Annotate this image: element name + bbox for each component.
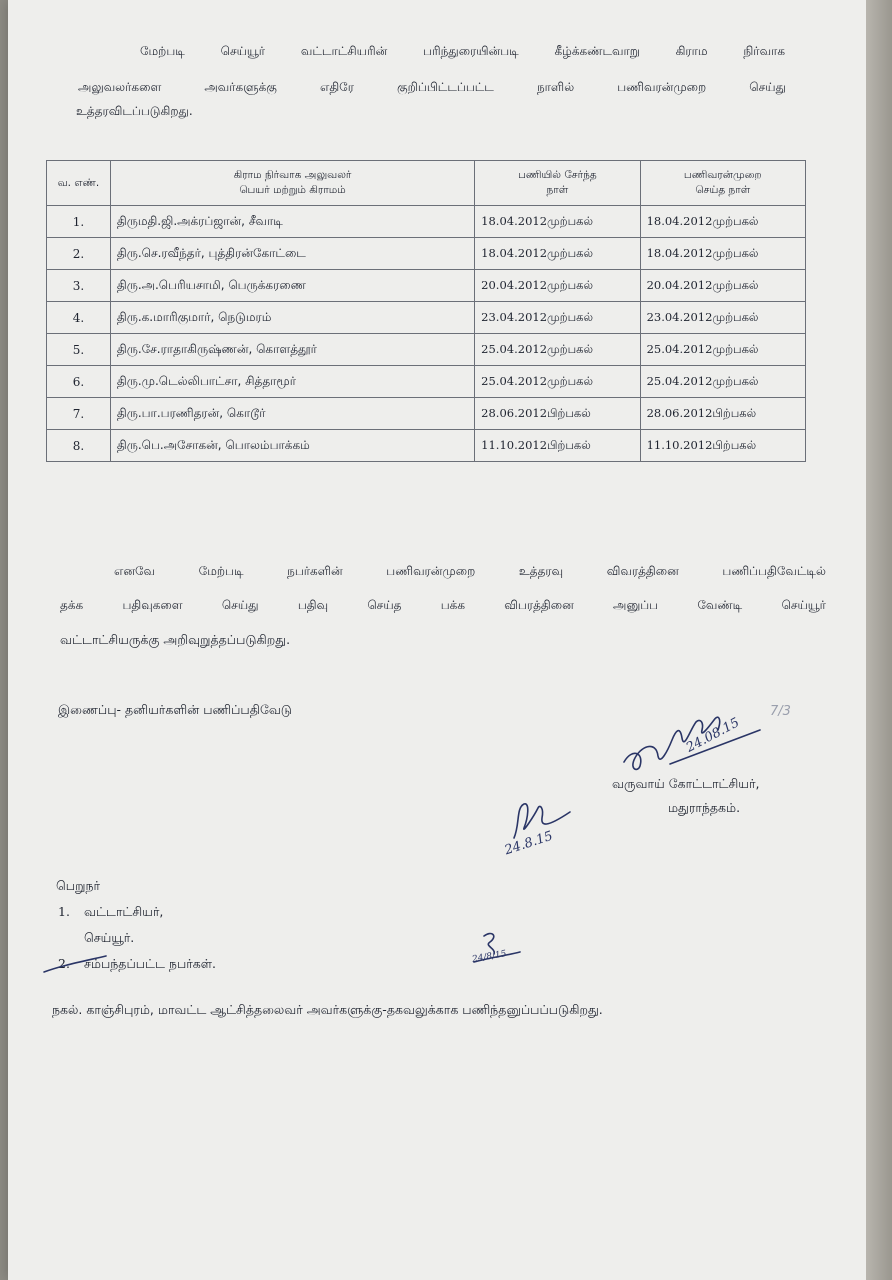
header-name: கிராம நிர்வாக அலுவலர் பெயர் மற்றும் கிராமம் — [110, 161, 474, 206]
intro-line-2: அலுவலர்களை அவர்களுக்கு எதிரே குறிப்பிட்டப்பட்ட நாளில் பணிவரன்முறை செய்து — [78, 80, 786, 94]
copy-to-line: நகல். காஞ்சிபுரம், மாவட்ட ஆட்சித்தலைவர் அவர்களுக்கு-தகவலுக்காக பணிந்தனுப்பப்படுகிறது. — [52, 1002, 603, 1017]
cell-name: திரு.பா.பரணிதரன், கொடூர் — [110, 398, 474, 430]
strike-mark — [40, 950, 110, 980]
page-mark: 7/3 — [770, 704, 791, 719]
cell-name: திரு.பெ.அசோகன், பொலம்பாக்கம் — [110, 430, 474, 462]
recipient-1-line1: வட்டாட்சியர், — [84, 904, 164, 919]
header-regularised: பணிவரன்முறை செய்த நாள் — [640, 161, 805, 206]
table-row — [47, 206, 806, 238]
table-row — [47, 334, 806, 366]
cell-regularised: 20.04.2012முற்பகல் — [640, 270, 805, 302]
header-joined: பணியில் சேர்ந்த நாள் — [475, 161, 640, 206]
cell-name: திருமதி.ஜி.அக்ரப்ஜான், சீவாடி — [110, 206, 474, 238]
cell-joined: 28.06.2012பிற்பகல் — [475, 398, 640, 430]
cell-sno: 4. — [47, 302, 111, 334]
table-row — [47, 238, 806, 270]
background-edge — [866, 0, 892, 1280]
cell-regularised: 25.04.2012முற்பகல் — [640, 334, 805, 366]
cell-joined: 18.04.2012முற்பகல் — [475, 238, 640, 270]
cell-sno: 7. — [47, 398, 111, 430]
cell-name: திரு.செ.ரவீந்தர், புத்திரன்கோட்டை — [110, 238, 474, 270]
recipient-2: சம்பந்தப்பட்ட நபர்கள். — [84, 956, 217, 971]
cell-regularised: 23.04.2012முற்பகல் — [640, 302, 805, 334]
table-row — [47, 398, 806, 430]
enclosure-line: இணைப்பு- தனியர்களின் பணிப்பதிவேடு — [58, 702, 292, 717]
para2-line-3: வட்டாட்சியருக்கு அறிவுறுத்தப்படுகிறது. — [60, 632, 291, 647]
cell-joined: 11.10.2012பிற்பகல் — [475, 430, 640, 462]
table-row — [47, 430, 806, 462]
cell-joined: 20.04.2012முற்பகல் — [475, 270, 640, 302]
cell-joined: 18.04.2012முற்பகல் — [475, 206, 640, 238]
cell-regularised: 11.10.2012பிற்பகல் — [640, 430, 805, 462]
cell-name: திரு.க.மாரிகுமார், நெடுமரம் — [110, 302, 474, 334]
signature-place: மதுராந்தகம். — [668, 800, 741, 815]
cell-joined: 25.04.2012முற்பகல் — [475, 366, 640, 398]
para2-line-2: தக்க பதிவுகளை செய்து பதிவு செய்த பக்க விபரத்தினை அனுப்ப வேண்டி செய்யூர் — [60, 598, 826, 612]
cell-name: திரு.மு.டெல்லிபாட்சா, சித்தாமூர் — [110, 366, 474, 398]
initial-2-date: 24/8/15 — [471, 949, 508, 965]
recipient-1-line2: செய்யூர். — [84, 930, 135, 945]
cell-sno: 8. — [47, 430, 111, 462]
cell-sno: 6. — [47, 366, 111, 398]
cell-regularised: 25.04.2012முற்பகல் — [640, 366, 805, 398]
cell-sno: 3. — [47, 270, 111, 302]
intro-line-1: மேற்படி செய்யூர் வட்டாட்சியரின் பரிந்துரையின்படி கீழ்க்கண்டவாறு கிராம நிர்வாக — [140, 44, 785, 58]
cell-joined: 23.04.2012முற்பகல் — [475, 302, 640, 334]
table-header-row — [47, 161, 806, 206]
table-row — [47, 366, 806, 398]
initial-date: 24.8.15 — [502, 828, 555, 859]
table-row — [47, 270, 806, 302]
signature-designation: வருவாய் கோட்டாட்சியர், — [612, 776, 760, 791]
vao-regularisation-table — [46, 160, 806, 462]
recipients-heading: பெறுநர் — [56, 878, 101, 893]
cell-joined: 25.04.2012முற்பகல் — [475, 334, 640, 366]
header-sno: வ. எண். — [47, 161, 111, 206]
para2-line-1: எனவே மேற்படி நபர்களின் பணிவரன்முறை உத்தரவு விவரத்தினை பணிப்பதிவேட்டில் — [114, 564, 826, 578]
cell-name: திரு.அ.பெரியசாமி, பெருக்கரணை — [110, 270, 474, 302]
signature-handwritten-date: 24.08.15 — [683, 715, 743, 756]
cell-regularised: 18.04.2012முற்பகல் — [640, 238, 805, 270]
cell-name: திரு.சே.ராதாகிருஷ்ணன், கொளத்தூர் — [110, 334, 474, 366]
recipient-1-number: 1. — [58, 904, 70, 919]
cell-sno: 2. — [47, 238, 111, 270]
cell-regularised: 18.04.2012முற்பகல் — [640, 206, 805, 238]
recipient-2-number: 2. — [58, 956, 70, 971]
cell-regularised: 28.06.2012பிற்பகல் — [640, 398, 805, 430]
intro-line-3: உத்தரவிடப்படுகிறது. — [76, 104, 193, 118]
cell-sno: 5. — [47, 334, 111, 366]
table-row — [47, 302, 806, 334]
cell-sno: 1. — [47, 206, 111, 238]
